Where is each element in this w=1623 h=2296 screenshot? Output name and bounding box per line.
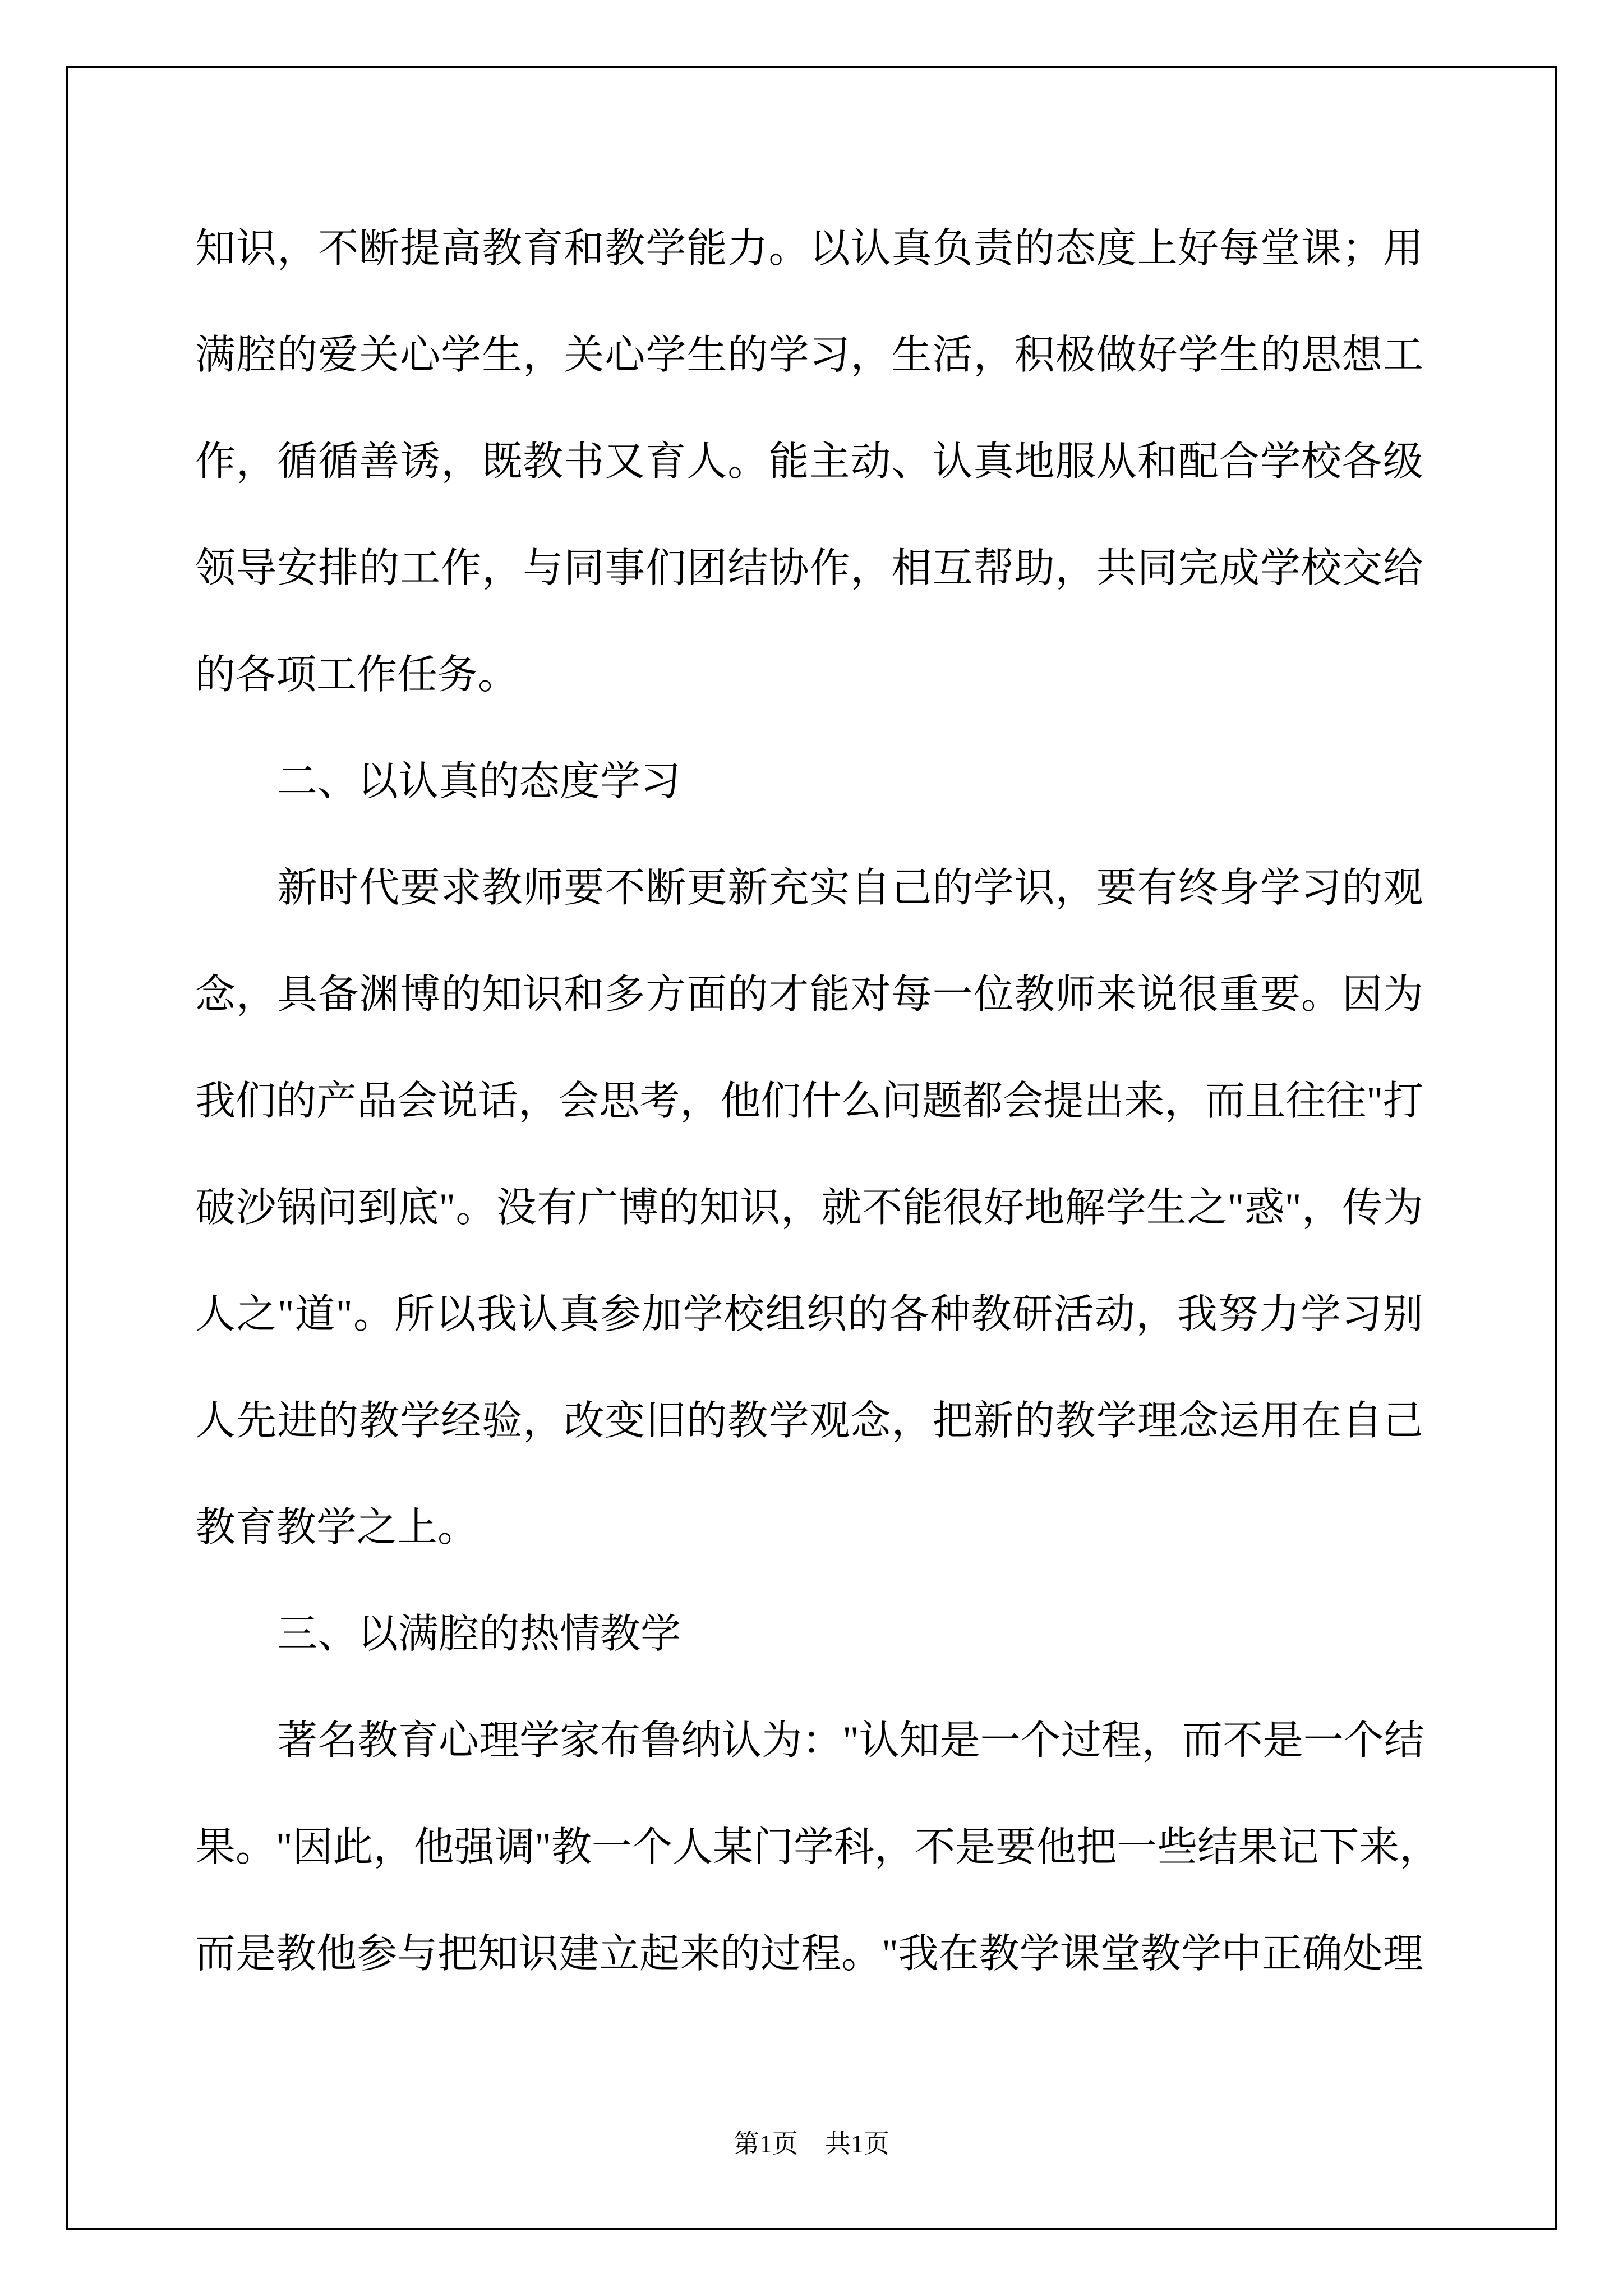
document-line: 领 导 安 排 的 工 作 ， 与 同 事 们 团 结 协 作 ， 相 互 帮 助 ， 共 同 完 成 学 校 交 给 (195, 546, 1423, 591)
footer-total-pages: 共1页 (825, 2129, 889, 2158)
document-line: 而 是 教 他 参 与 把 知 识 建 立 起 来 的 过 程 。 " 我 在 教 学 课 堂 教 学 中 正 确 处 理 (195, 1931, 1423, 1976)
document-body (195, 195, 1440, 2007)
document-line: 念 ， 具 备 渊 博 的 知 识 和 多 方 面 的 才 能 对 每 一 位 教 师 来 说 很 重 要 。 因 为 (195, 972, 1423, 1017)
section-heading: 三、以满腔的热情教学 (277, 1612, 681, 1657)
document-line: 破 沙 锅 问 到 底 " 。 没 有 广 博 的 知 识 ， 就 不 能 很 好 地 解 学 生 之 " 惑 " ， 传 为 (195, 1185, 1423, 1230)
document-line: 人 先 进 的 教 学 经 验 ， 改 变 旧 的 教 学 观 念 ， 把 新 的 教 学 理 念 运 用 在 自 己 (195, 1398, 1423, 1443)
document-line: 我 们 的 产 品 会 说 话 ， 会 思 考 ， 他 们 什 么 问 题 都 会 提 出 来 ， 而 且 往 往 " 打 (195, 1079, 1423, 1124)
section-heading: 二、以认真的态度学习 (277, 759, 681, 804)
document-line: 著 名 教 育 心 理 学 家 布 鲁 纳 认 为 ： " 认 知 是 一 个 过 程 ， 而 不 是 一 个 结 (277, 1718, 1424, 1763)
document-line: 教育教学之上。 (195, 1505, 478, 1550)
document-line: 的各项工作任务。 (195, 652, 519, 697)
page-footer (0, 2128, 1623, 2160)
document-line: 满 腔 的 爱 关 心 学 生 ， 关 心 学 生 的 学 习 ， 生 活 ， 积 极 做 好 学 生 的 思 想 工 (195, 333, 1423, 378)
document-line: 人 之 " 道 " 。 所 以 我 认 真 参 加 学 校 组 织 的 各 种 教 研 活 动 ， 我 努 力 学 习 别 (195, 1292, 1423, 1337)
document-line: 作 ， 循 循 善 诱 ， 既 教 书 又 育 人 。 能 主 动 、 认 真 地 服 从 和 配 合 学 校 各 级 (195, 439, 1423, 484)
footer-current-page: 第1页 (734, 2129, 798, 2158)
document-line: 新 时 代 要 求 教 师 要 不 断 更 新 充 实 自 己 的 学 识 ， 要 有 终 身 学 习 的 观 (277, 866, 1423, 910)
document-line: 果 。 " 因 此 ， 他 强 调 " 教 一 个 人 某 门 学 科 ， 不 是 要 他 把 一 些 结 果 记 下 来 ， (195, 1825, 1440, 1870)
document-line: 知 识 ， 不 断 提 高 教 育 和 教 学 能 力 。 以 认 真 负 责 的 态 度 上 好 每 堂 课 ； 用 (195, 226, 1423, 271)
